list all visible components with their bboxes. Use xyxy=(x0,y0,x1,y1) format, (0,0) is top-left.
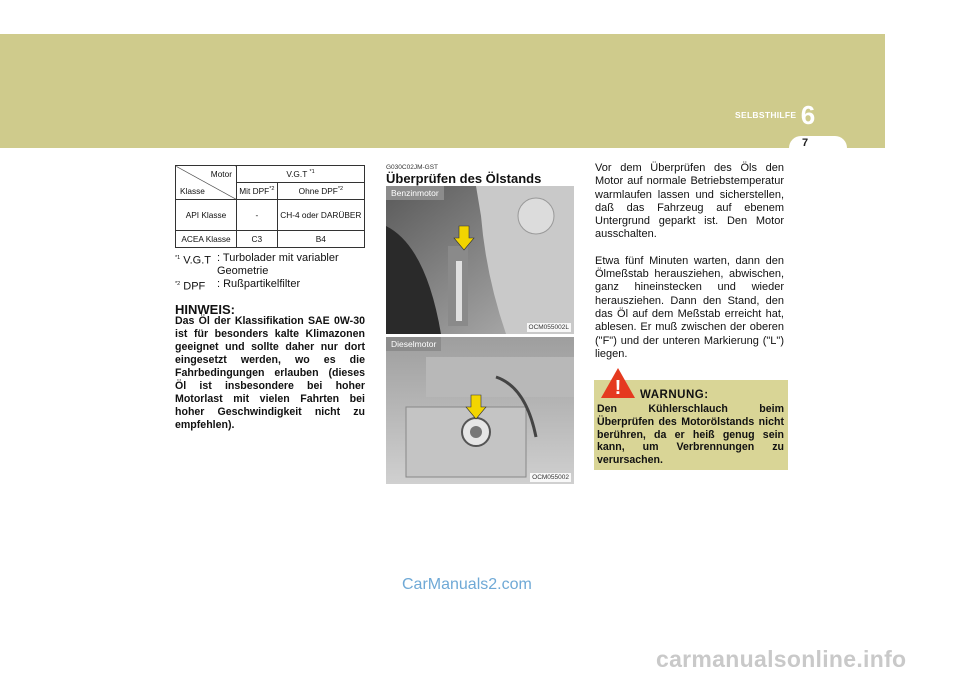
warning-title: WARNUNG: xyxy=(640,389,709,401)
table-cell: C3 xyxy=(237,231,278,248)
table-corner-cell xyxy=(176,166,237,200)
section-code: G030C02JM-GST xyxy=(386,164,439,171)
svg-text:!: ! xyxy=(614,377,622,399)
photo-code: OCM055002L xyxy=(528,324,569,331)
chapter-number: 6 xyxy=(800,100,816,130)
table-cell: - xyxy=(237,200,278,231)
paragraph: Etwa fünf Minuten warten, dann den Ölmeßstab herausziehen, abwischen, ganz hineinstecken und wieder herausziehen. Dann den Stand, den das Öl auf dem Meßstab erreicht hat, ablesen. Er muß zwischen der oberen ("F") und der unteren Markierung ("L") liegen. xyxy=(595,254,784,360)
row-label-api: API Klasse xyxy=(176,200,237,231)
table-cell: CH-4 oder DARÜBER xyxy=(277,200,364,231)
photo-label: Benzinmotor xyxy=(386,186,444,200)
footnotes xyxy=(175,252,367,294)
header-band xyxy=(0,34,885,148)
table-cell: B4 xyxy=(277,231,364,248)
col-ohne-dpf: Ohne DPF$^{*2}$ xyxy=(277,183,364,200)
corner-bottom-label: Klasse xyxy=(180,186,205,196)
hinweis-title: HINWEIS: xyxy=(175,302,235,317)
engine-illustration xyxy=(386,186,574,334)
section-title: Überprüfen des Ölstands xyxy=(386,171,542,186)
gasoline-engine-photo xyxy=(386,186,574,334)
page-number: 7 xyxy=(801,137,809,149)
oil-spec-table xyxy=(175,165,365,248)
watermark-link[interactable]: CarManuals2.com xyxy=(402,576,532,593)
corner-top-label: Motor xyxy=(210,169,232,179)
diesel-engine-photo xyxy=(386,337,574,484)
row-label-acea: ACEA Klasse xyxy=(176,231,237,248)
vgt-header: V.G.T $^{*1}$ xyxy=(237,166,365,183)
paragraph: Vor dem Überprüfen des Öls den Motor auf normale Betriebstemperatur warmlaufen lassen und sicherstellen, daß das Fahrzeug auf ebenem Untergrund geparkt ist. Den Motor ausschalten. xyxy=(595,162,784,241)
photo-code: OCM055002 xyxy=(532,474,569,481)
footnote-1: $^{*1}$ V.G.T : Turbolader mit variabler Geometrie xyxy=(175,252,339,277)
warning-triangle-icon xyxy=(600,367,636,399)
photo-label: Dieselmotor xyxy=(386,337,441,351)
watermark-footer: carmanualsonline.info xyxy=(656,646,907,672)
engine-illustration xyxy=(386,337,574,484)
instructions-text xyxy=(595,162,784,374)
col-mit-dpf: Mit DPF$^{*2}$ xyxy=(237,183,278,200)
hinweis-text: Das Öl der Klassifikation SAE 0W-30 ist für besonders kalte Klimazonen geeignet und sollte daher nur dort eingesetzt werden, wo es die Fahrbedingungen erlauben (dieses Öl ist insbesondere bei hoher Motorlast mit vielen Fahrten bei hoher Geschwindigkeit nicht zu empfehlen). xyxy=(175,315,365,431)
footnote-2: $^{*2}$ DPF : Rußpartikelfilter xyxy=(175,278,301,293)
warning-text: Den Kühlerschlauch beim Überprüfen des Motorölstands nicht berühren, da er heiß genug sein kann, um Verbrennungen zu verursachen. xyxy=(597,403,784,467)
section-label: SELBSTHILFE xyxy=(735,110,797,120)
